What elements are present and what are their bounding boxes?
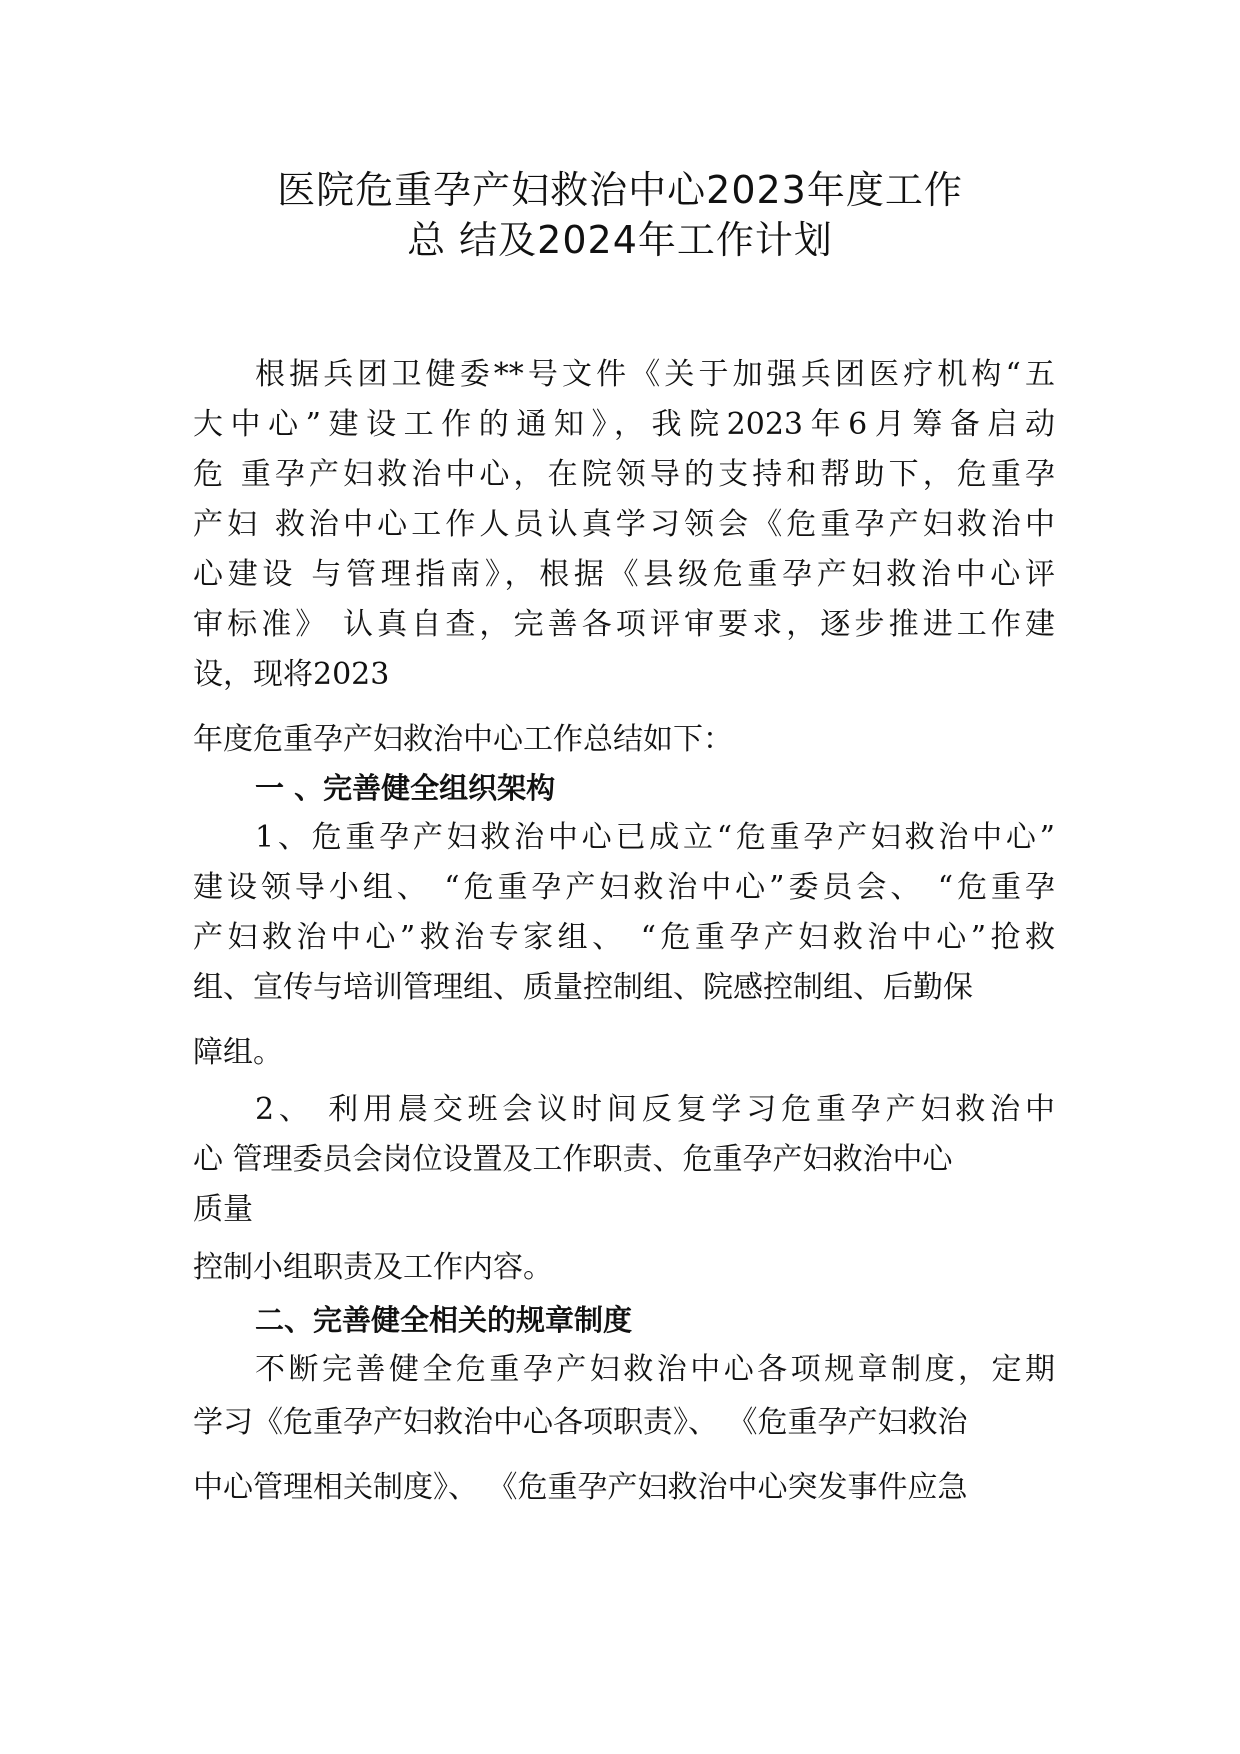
- section-1-p1-line-5: 障组。: [193, 1035, 283, 1070]
- section-2-p1-line-3: 中心管理相关制度》、 《危重孕产妇救治中心突发事件应急: [193, 1470, 968, 1505]
- intro-line-5: 心建设 与管理指南》，根据《县级危重孕产妇救治中心评: [193, 557, 1055, 592]
- section-2-heading: 二、完善健全相关的规章制度: [255, 1303, 633, 1337]
- section-1-p2-line-4: 控制小组职责及工作内容。: [193, 1250, 553, 1285]
- document-title-line-2: 总 结及2024年工作计划: [407, 218, 833, 262]
- intro-line-7: 设，现将2023: [193, 657, 390, 692]
- section-2-p1-line-1: 不断完善健全危重孕产妇救治中心各项规章制度，定期: [255, 1352, 1055, 1387]
- intro-line-3: 危 重孕产妇救治中心，在院领导的支持和帮助下，危重孕: [193, 457, 1055, 492]
- section-2-p1-line-2: 学习《危重孕产妇救治中心各项职责》、 《危重孕产妇救治: [193, 1405, 968, 1440]
- section-1-p1-line-1: 1、危重孕产妇救治中心已成立“危重孕产妇救治中心”: [255, 820, 1055, 855]
- section-1-p1-line-3: 产妇救治中心”救治专家组、 “危重孕产妇救治中心”抢救: [193, 920, 1055, 955]
- intro-line-8: 年度危重孕产妇救治中心工作总结如下：: [193, 722, 733, 757]
- section-1-p1-line-4: 组、宣传与培训管理组、质量控制组、院感控制组、后勤保: [193, 970, 973, 1005]
- section-1-p2-line-3: 质量: [193, 1192, 253, 1227]
- intro-line-6: 审标准》 认真自查，完善各项评审要求，逐步推进工作建: [193, 607, 1055, 642]
- section-1-p1-line-2: 建设领导小组、 “危重孕产妇救治中心”委员会、 “危重孕: [193, 870, 1055, 905]
- section-1-p2-line-1: 2、 利用晨交班会议时间反复学习危重孕产妇救治中: [255, 1092, 1055, 1127]
- intro-line-2: 大中心”建设工作的通知》，我院2023年6月筹备启动: [193, 407, 1055, 442]
- intro-line-1: 根据兵团卫健委**号文件《关于加强兵团医疗机构“五: [255, 357, 1055, 392]
- section-1-p2-line-2: 心 管理委员会岗位设置及工作职责、危重孕产妇救治中心: [193, 1142, 953, 1177]
- document-title-line-1: 医院危重孕产妇救治中心2023年度工作: [277, 168, 963, 212]
- section-1-heading: 一 、完善健全组织架构: [255, 771, 556, 805]
- intro-line-4: 产妇 救治中心工作人员认真学习领会《危重孕产妇救治中: [193, 507, 1055, 542]
